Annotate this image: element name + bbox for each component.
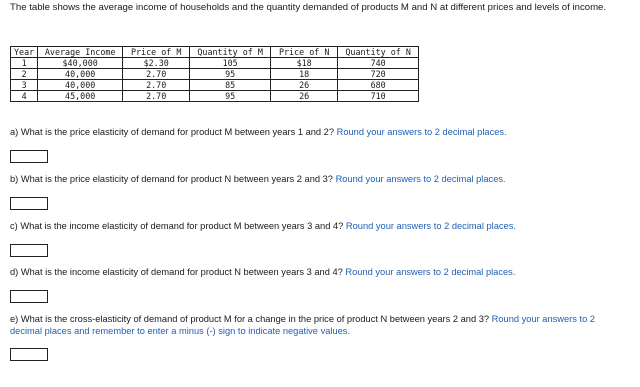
cell-quantity-n: 740 [338, 58, 419, 69]
table-header-row [11, 47, 419, 58]
question-a-hint: Round your answers to 2 decimal places. [336, 127, 507, 137]
cell-quantity-n: 720 [338, 69, 419, 80]
cell-average-income: 40,000 [38, 69, 123, 80]
header-year: Year [11, 47, 38, 58]
table-row [11, 69, 419, 80]
cell-year: 2 [11, 69, 38, 80]
cell-price-m: 2.70 [123, 69, 190, 80]
table-row [11, 80, 419, 91]
cell-price-n: 18 [271, 69, 338, 80]
question-d [10, 267, 620, 279]
header-average-income: Average Income [38, 47, 123, 58]
question-e-text: e) What is the cross-elasticity of demand of product M for a change in the price of product N between years 2 and 3? [10, 314, 490, 324]
cell-quantity-m: 105 [190, 58, 271, 69]
question-d-hint: Round your answers to 2 decimal places. [345, 267, 516, 277]
question-c [10, 221, 620, 233]
answer-e-input[interactable] [10, 348, 48, 361]
data-table [10, 46, 419, 102]
table-row [11, 91, 419, 102]
cell-year: 1 [11, 58, 38, 69]
question-c-text: c) What is the income elasticity of demand for product M between years 3 and 4? [10, 221, 344, 231]
cell-price-n: 26 [271, 91, 338, 102]
table-row [11, 58, 419, 69]
question-e [10, 314, 620, 337]
cell-price-n: $18 [271, 58, 338, 69]
answer-a-input[interactable] [10, 150, 48, 163]
answer-d-input[interactable] [10, 290, 48, 303]
cell-price-m: $2.30 [123, 58, 190, 69]
cell-average-income: 45,000 [38, 91, 123, 102]
question-a [10, 127, 620, 139]
question-e-hint: Round your answers to 2 decimal places and remember to enter a minus (-) sign to indicate negative values. [10, 314, 595, 336]
cell-quantity-m: 95 [190, 69, 271, 80]
question-d-text: d) What is the income elasticity of demand for product N between years 3 and 4? [10, 267, 343, 277]
cell-average-income: $40,000 [38, 58, 123, 69]
cell-quantity-m: 85 [190, 80, 271, 91]
header-quantity-n: Quantity of N [338, 47, 419, 58]
cell-price-n: 26 [271, 80, 338, 91]
cell-year: 3 [11, 80, 38, 91]
cell-price-m: 2.70 [123, 91, 190, 102]
question-c-hint: Round your answers to 2 decimal places. [345, 221, 516, 231]
cell-quantity-n: 710 [338, 91, 419, 102]
question-b-hint: Round your answers to 2 decimal places. [335, 174, 506, 184]
header-quantity-m: Quantity of M [190, 47, 271, 58]
question-a-text: a) What is the price elasticity of demand for product M between years 1 and 2? [10, 127, 335, 137]
header-price-n: Price of N [271, 47, 338, 58]
cell-average-income: 40,000 [38, 80, 123, 91]
question-b [10, 174, 620, 186]
header-price-m: Price of M [123, 47, 190, 58]
answer-b-input[interactable] [10, 197, 48, 210]
answer-c-input[interactable] [10, 244, 48, 257]
cell-quantity-m: 95 [190, 91, 271, 102]
question-b-text: b) What is the price elasticity of demand for product N between years 2 and 3? [10, 174, 333, 184]
cell-price-m: 2.70 [123, 80, 190, 91]
cell-year: 4 [11, 91, 38, 102]
cell-quantity-n: 680 [338, 80, 419, 91]
intro-text: The table shows the average income of households and the quantity demanded of products M and N at different prices and levels of income. [10, 2, 607, 13]
